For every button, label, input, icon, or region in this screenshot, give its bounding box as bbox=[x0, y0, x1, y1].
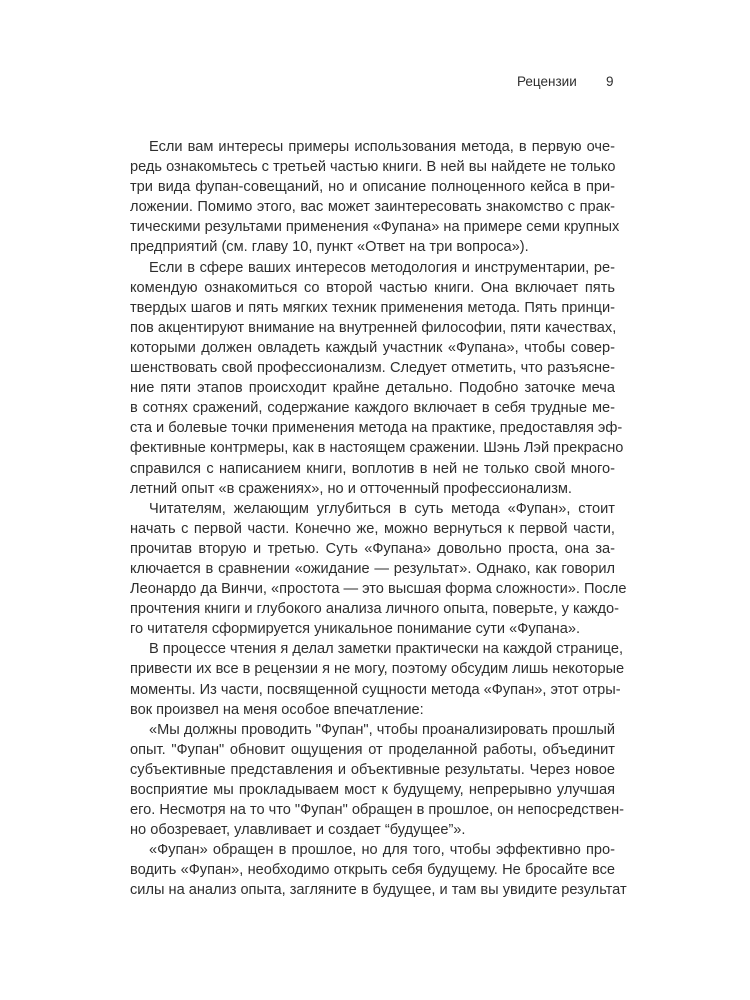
text-line: опыт. "Фупан" обновит ощущения от проделанной работы, объединит bbox=[130, 741, 615, 758]
paragraph bbox=[130, 639, 625, 719]
text-line: пов акцентируют внимание на внутренней философии, пяти качествах, bbox=[130, 319, 617, 336]
page-number: 9 bbox=[606, 74, 614, 89]
paragraph bbox=[130, 840, 627, 900]
text-line: справился с написанием книги, воплотив в ней не только свой много- bbox=[130, 460, 615, 477]
text-line: но обозревает, улавливает и создает “будущее”». bbox=[130, 822, 466, 839]
text-line: три вида фупан-совещаний, но и описание полноценного кейса в при- bbox=[130, 179, 615, 196]
text-line: прочитав вторую и третью. Суть «Фупана» довольно проста, она за- bbox=[130, 540, 615, 557]
text-line: силы на анализ опыта, загляните в будущее, и там вы увидите результат bbox=[130, 882, 627, 899]
running-header bbox=[0, 74, 750, 94]
text-line: субъективные представления и объективные результаты. Через новое bbox=[130, 761, 615, 778]
text-line: летний опыт «в сражениях», но и отточенный профессионализм. bbox=[130, 480, 572, 497]
text-line: восприятие мы прокладываем мост к будущему, непрерывно улучшая bbox=[130, 782, 615, 798]
text-line: Если в сфере ваших интересов методология и инструментарии, ре- bbox=[149, 259, 615, 276]
section-title: Рецензии bbox=[517, 74, 577, 89]
text-line: твердых шагов и пять мягких техник применения метода. Пять принци- bbox=[130, 299, 615, 316]
text-line: «Фупан» обращен в прошлое, но для того, чтобы эффективно про- bbox=[149, 842, 615, 859]
text-line: предприятий (см. главу 10, пункт «Ответ на три вопроса»). bbox=[130, 239, 529, 256]
paragraph bbox=[130, 499, 627, 640]
text-line: ста и болевые точки применения метода на практике, предоставляя эф- bbox=[130, 420, 623, 437]
text-line: Читателям, желающим углубиться в суть метода «Фупан», стоит bbox=[149, 500, 615, 517]
text-line: его. Несмотря на то что "Фупан" обращен в прошлое, он непосредствен- bbox=[130, 802, 625, 819]
text-line: водить «Фупан», необходимо открыть себя будущему. Не бросайте все bbox=[130, 862, 615, 879]
paragraph bbox=[130, 137, 620, 258]
text-line: привести их все в рецензии я не могу, поэтому обсудим лишь некоторые bbox=[130, 661, 625, 678]
paragraph bbox=[130, 720, 625, 841]
text-line: моменты. Из части, посвященной сущности метода «Фупан», этот отры- bbox=[130, 681, 621, 698]
text-line: начать с первой части. Конечно же, можно вернуться к первой части, bbox=[130, 520, 615, 537]
text-line: редь ознакомьтесь с третьей частью книги. В ней вы найдете не только bbox=[130, 159, 616, 176]
text-line: в сотнях сражений, содержание каждого включает в себя трудные ме- bbox=[130, 400, 615, 417]
text-line: «Мы должны проводить "Фупан", чтобы проанализировать прошлый bbox=[149, 721, 615, 738]
text-line: Если вам интересы примеры использования метода, в первую оче- bbox=[149, 139, 615, 155]
text-line: вок произвел на меня особое впечатление: bbox=[130, 701, 424, 718]
text-line: ние пяти этапов происходит крайне детально. Подобно заточке меча bbox=[130, 380, 615, 397]
text-line: Леонардо да Винчи, «простота — это высшая форма сложности». После bbox=[130, 581, 627, 598]
text-line: тическими результами применения «Фупана» на примере семи крупных bbox=[130, 219, 620, 236]
text-line: шенствовать свой профессионализм. Следует отметить, что разъясне- bbox=[130, 360, 615, 377]
text-line: прочтения книги и глубокого анализа личного опыта, поверьте, у каждо- bbox=[130, 601, 620, 618]
text-line: фективные контрмеры, как в настоящем сражении. Шэнь Лэй прекрасно bbox=[130, 440, 624, 457]
paragraph bbox=[130, 258, 624, 499]
text-line: ложении. Помимо этого, вас может заинтересовать знакомство с прак- bbox=[130, 199, 615, 216]
text-line: го читателя сформируется уникальное понимание сути «Фупана». bbox=[130, 621, 580, 638]
text-line: ключается в сравнении «ожидание — результат». Однако, как говорил bbox=[130, 560, 615, 577]
text-line: В процессе чтения я делал заметки практически на каждой странице, bbox=[149, 641, 624, 658]
text-line: комендую ознакомиться со второй частью книги. Она включает пять bbox=[130, 279, 615, 296]
page-body-text bbox=[130, 137, 627, 901]
text-line: которыми должен овладеть каждый участник «Фупана», чтобы совер- bbox=[130, 339, 615, 356]
